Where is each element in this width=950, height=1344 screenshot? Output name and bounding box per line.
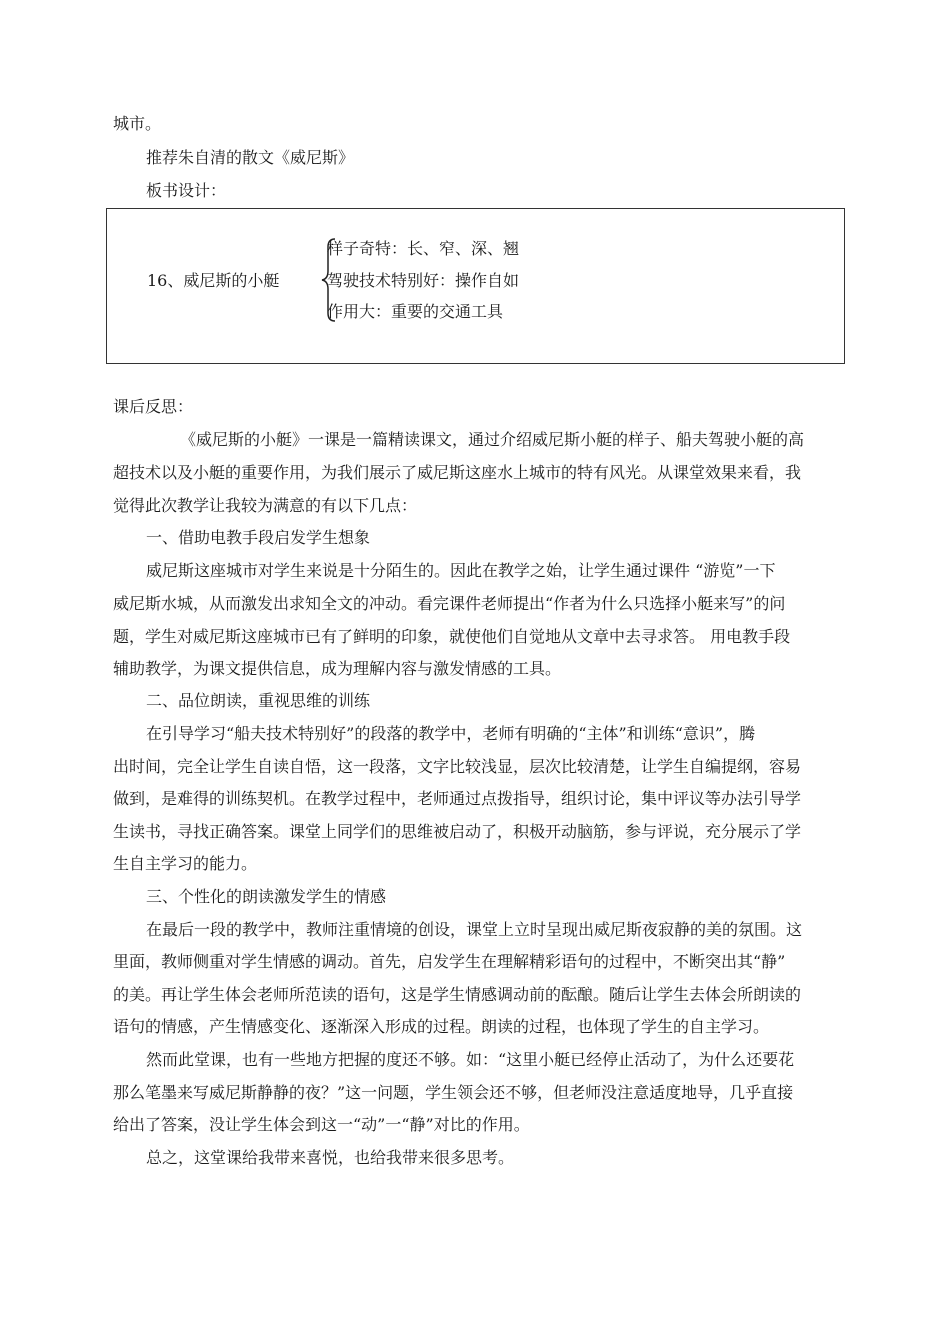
paragraph-line: 给出了答案，没让学生体会到这一“动”一“静”对比的作用。 [113,1115,530,1134]
paragraph-line: 在最后一段的教学中，教师注重情境的创设，课堂上立时呈现出威尼斯夜寂静的美的氛围。这 [146,920,803,939]
paragraph-line: 威尼斯水城，从而激发出求知全文的冲动。看完课件老师提出“作者为什么只选择小艇来写”的问 [113,594,786,613]
paragraph-line: 语句的情感，产生情感变化、逐渐深入形成的过程。朗读的过程，也体现了学生的自主学习。 [113,1017,770,1036]
paragraph-line: 生自主学习的能力。 [113,854,258,873]
section-heading: 二、品位朗读，重视思维的训练 [146,691,371,710]
board-item: 作用大：重要的交通工具 [327,302,504,321]
paragraph-line: 超技术以及小艇的重要作用，为我们展示了威尼斯这座水上城市的特有风光。从课堂效果来看，我 [113,463,802,482]
paragraph-line: 在引导学习“船夫技术特别好”的段落的教学中，老师有明确的“主体”和训练“意识”，腾 [146,724,756,743]
paragraph-line: 出时间，完全让学生自读自悟，这一段落，文字比较浅显，层次比较清楚，让学生自编提纲，容易 [113,757,802,776]
reflection-heading: 课后反思： [113,397,194,416]
board-item: 驾驶技术特别好：操作自如 [327,271,520,290]
paragraph-line: 然而此堂课，也有一些地方把握的度还不够。如：“这里小艇已经停止活动了，为什么还要花 [146,1050,795,1069]
board-design-box [106,208,845,364]
board-design-label: 板书设计： [146,181,227,200]
paragraph-line: 《威尼斯的小艇》一课是一篇精读课文，通过介绍威尼斯小艇的样子、船夫驾驶小艇的高 [180,430,805,449]
recommendation-line: 推荐朱自清的散文《威尼斯》 [146,148,355,167]
paragraph-line: 那么笔墨来写威尼斯静静的夜？”这一问题，学生领会还不够，但老师没注意适度地导，几乎直接 [113,1083,794,1102]
conclusion-line: 总之，这堂课给我带来喜悦，也给我带来很多思考。 [146,1148,515,1167]
paragraph-line: 觉得此次教学让我较为满意的有以下几点： [113,496,418,515]
paragraph-line: 做到，是难得的训练契机。在教学过程中，老师通过点拨指导，组织讨论，集中评议等办法引导学 [113,789,802,808]
paragraph-line: 辅助教学，为课文提供信息，成为理解内容与激发情感的工具。 [113,659,562,678]
paragraph-line: 威尼斯这座城市对学生来说是十分陌生的。因此在教学之始，让学生通过课件 “游览”一下 [146,561,776,580]
board-title: 16、威尼斯的小艇 [147,271,280,290]
paragraph-line: 生读书，寻找正确答案。课堂上同学们的思维被启动了，积极开动脑筋，参与评说，充分展示了学 [113,822,802,841]
section-heading: 三、个性化的朗读激发学生的情感 [146,887,387,906]
board-item: 样子奇特：长、窄、深、翘 [327,239,520,258]
text-line: 城市。 [113,114,162,133]
paragraph-line: 的美。再让学生体会老师所范读的语句，这是学生情感调动前的酝酿。随后让学生去体会所朗读的 [113,985,802,1004]
section-heading: 一、借助电教手段启发学生想象 [146,528,371,547]
paragraph-line: 里面，教师侧重对学生情感的调动。首先，启发学生在理解精彩语句的过程中，不断突出其“静” [113,952,786,971]
paragraph-line: 题，学生对威尼斯这座城市已有了鲜明的印象，就使他们自觉地从文章中去寻求答。 用电教手段 [113,627,791,646]
